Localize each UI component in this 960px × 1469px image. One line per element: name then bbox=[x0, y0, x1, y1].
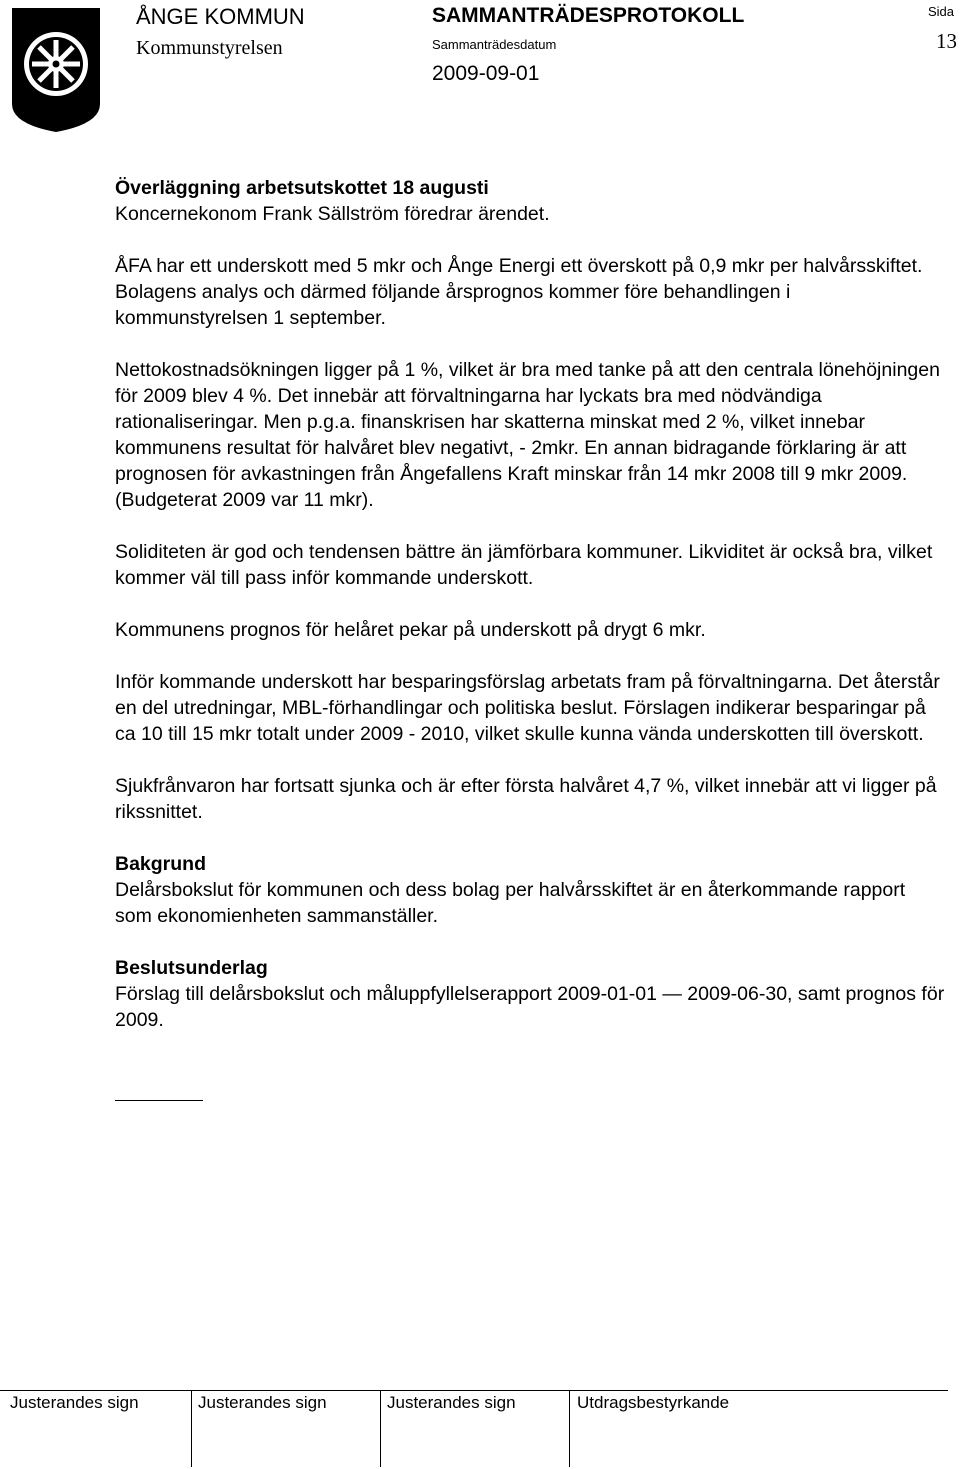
section-heading-background: Bakgrund bbox=[115, 853, 207, 875]
footer-divider bbox=[191, 1391, 192, 1467]
paragraph-text: Koncernekonom Frank Sällström föredrar ärendet. bbox=[115, 203, 550, 225]
paragraph-background bbox=[115, 851, 945, 929]
paragraph-text: Nettokostnadsökningen ligger på 1 %, vilket är bra med tanke på att den centrala lönehöjningen för 2009 blev 4 %. Det innebär att förvaltningarna har lyckats bra med nödvändiga rationaliseringar. Men p.g.a. finanskrisen har skatterna minskat med 2 %, vilket innebar kommunens resultat för halvåret blev negativt, - 2mkr. En annan bidragande förklaring är att prognosen för avkastningen från Ångefallens Kraft minskar från 14 mkr 2008 till 9 mkr 2009. (Budgeterat 2009 var 11 mkr). bbox=[115, 359, 940, 511]
certification-field: Utdragsbestyrkande bbox=[577, 1393, 730, 1412]
document-body bbox=[115, 175, 945, 1059]
page-number: 13 bbox=[936, 29, 957, 53]
footer-rule bbox=[0, 1390, 948, 1391]
section-heading-decision-basis: Beslutsunderlag bbox=[115, 957, 268, 979]
paragraph-text: Soliditeten är god och tendensen bättre än jämförbara kommuner. Likviditet är också bra, vilket kommer väl till pass inför kommande underskott. bbox=[115, 541, 933, 589]
paragraph-text: Sjukfrånvaron har fortsatt sjunka och är efter första halvåret 4,7 %, vilket innebär att vi ligger på rikssnittet. bbox=[115, 775, 937, 823]
footer-divider bbox=[380, 1391, 381, 1467]
end-of-section-rule bbox=[115, 1100, 203, 1101]
meeting-date: 2009-09-01 bbox=[432, 62, 540, 85]
section-heading-deliberation: Överläggning arbetsutskottet 18 augusti bbox=[115, 177, 489, 199]
department-name: Kommunstyrelsen bbox=[136, 37, 283, 59]
wheel-emblem-icon bbox=[8, 4, 104, 136]
page-label: Sida bbox=[928, 4, 955, 19]
paragraph-text: Inför kommande underskott har besparingsförslag arbetats fram på förvaltningarna. Det återstår en del utredningar, MBL-förhandlingar och politiska beslut. Förslagen indikerar besparingar på ca 10 till 15 mkr totalt under 2009 - 2010, vilket skulle kunna vända underskotten till överskott. bbox=[115, 671, 940, 745]
document-title: SAMMANTRÄDESPROTOKOLL bbox=[432, 4, 745, 27]
paragraph-text: ÅFA har ett underskott med 5 mkr och Ånge Energi ett överskott på 0,9 mkr per halvårsskiftet. Bolagens analys och därmed följande årsprognos kommer före behandlingen i kommunstyrelsen 1 september. bbox=[115, 255, 923, 329]
signature-field-1: Justerandes sign bbox=[10, 1393, 139, 1412]
paragraph-deliberation bbox=[115, 175, 945, 227]
paragraph-text: Förslag till delårsbokslut och måluppfyllelserapport 2009-01-01 — 2009-06-30, samt prognos för 2009. bbox=[115, 983, 945, 1031]
signature-field-2: Justerandes sign bbox=[198, 1393, 327, 1412]
paragraph-decision-basis bbox=[115, 955, 945, 1033]
paragraph-text: Kommunens prognos för helåret pekar på underskott på drygt 6 mkr. bbox=[115, 619, 706, 641]
footer-divider bbox=[569, 1391, 570, 1467]
meeting-date-label: Sammanträdesdatum bbox=[432, 37, 557, 52]
signature-field-3: Justerandes sign bbox=[387, 1393, 516, 1412]
organization-name: ÅNGE KOMMUN bbox=[136, 4, 305, 29]
paragraph-text: Delårsbokslut för kommunen och dess bolag per halvårsskiftet är en återkommande rapport som ekonomienheten sammanställer. bbox=[115, 879, 906, 927]
